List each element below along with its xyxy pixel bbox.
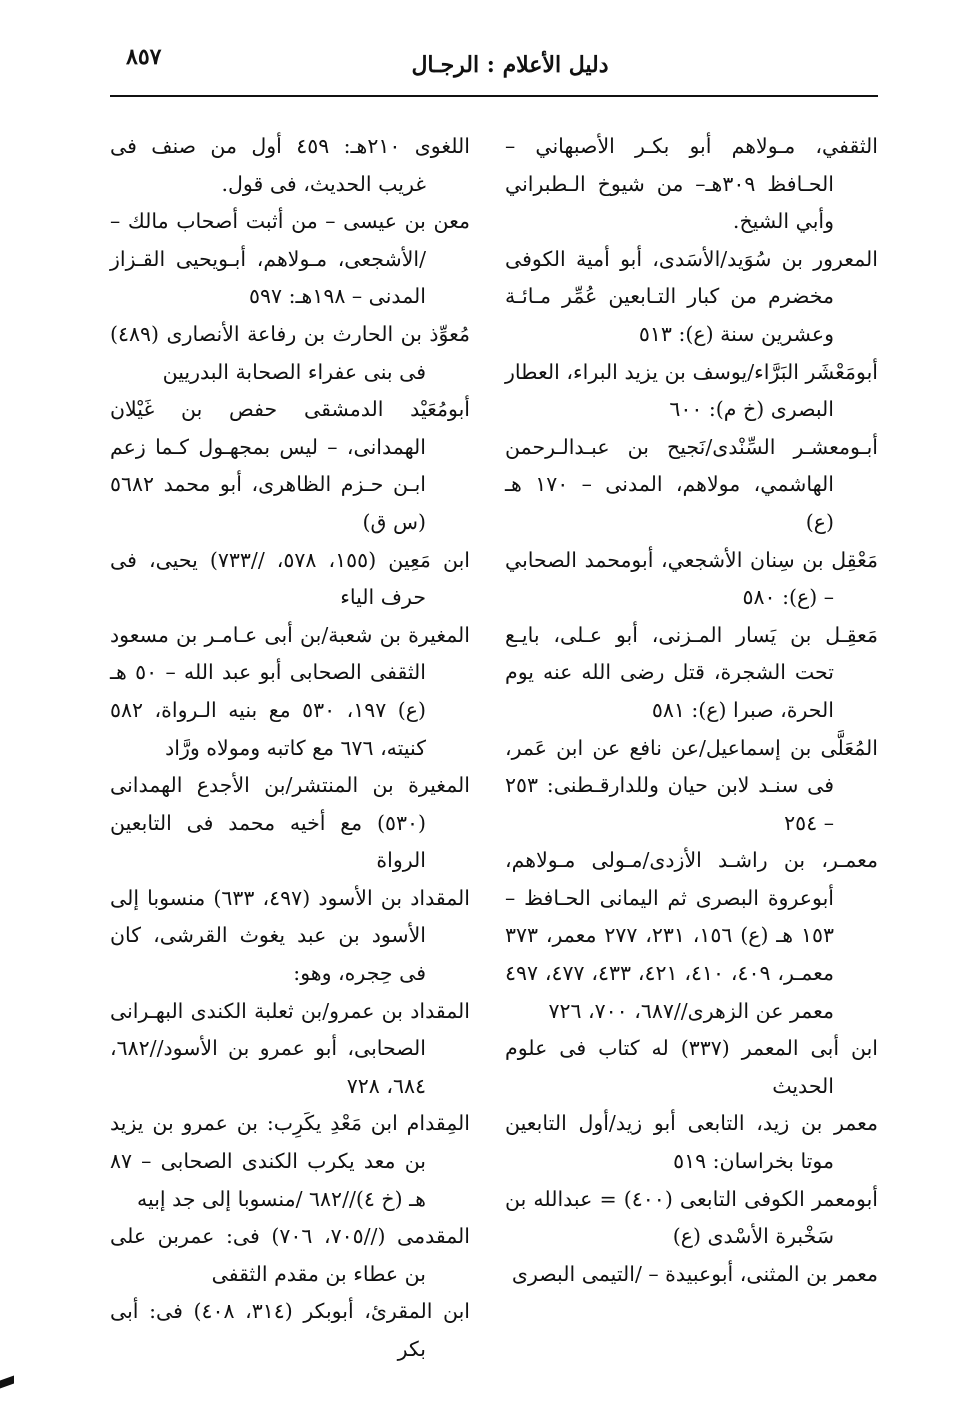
scan-edge-mark bbox=[0, 1375, 14, 1388]
index-entry: مُعوِّذ بن الحارث بن رفاعة الأنصارى (٤٨٩) فى بنى عفراء الصحابة البدريين bbox=[110, 321, 470, 384]
index-entry: المُعَلَّى بن إسماعيل/عن نافع عن ابن عَمر، فى سنـد لابن حيان وللدارقـطنى: ٢٥٣ – ٢٥٤ bbox=[505, 735, 878, 835]
index-entry: أبـومعشـر السِّنْدى/نَجيح بن عبـدالـرحمن الهاشمي، مولاهم، المدنى – ١٧٠ هـ (ع) bbox=[505, 434, 878, 534]
index-entry: مَعْقِل بن سِنان الأشجعي، أبومحمد الصحابي – (ع): ٥٨٠ bbox=[505, 547, 878, 610]
header-rule bbox=[110, 95, 878, 97]
page-number: ٨٥٧ bbox=[126, 44, 162, 70]
index-entry: المقداد بن عمرو/بن ثعلبة الكندى البهـرانى الصحابى، أبو عمرو بن الأسود//٦٨٢، ٦٨٤، ٧٢٨ bbox=[110, 998, 470, 1098]
index-entry: المغيرة بن المنتشر/بن الأجدع الهمدانى (٥٣٠) مع أخيه محمد فى التابعين الرواة bbox=[110, 773, 470, 873]
index-entry: أبومَعْشَر البَرَّاء/يوسف بن يزيد البراء، العطار البصرى (خ م): ٦٠٠ bbox=[505, 359, 878, 422]
index-entry: ابن المقرئ، أبوبكر (٣١٤، ٤٠٨) فى: أبى بكر bbox=[110, 1299, 470, 1361]
index-entry: المغيرة بن شعبة/بن أبى عـامـر بن مسعود الثقفى الصحابى أبو عبد الله – ٥٠ هـ (ع) ١٩٧، ٥٣٠ مع بنيه الـرواة، ٥٨٢ كنيته، ٦٧٦ مع كاتبه ومولاه ورَّاد bbox=[110, 622, 470, 760]
index-entry: الثقفي، مـولاهم أبو بكـر الأصبهاني – الحـافظ ٣٠٩هـ– من شيوخ الـطبراني وأبي الشيخ. bbox=[505, 134, 878, 234]
index-entry: أبومعمر الكوفى التابعى (٤٠٠) = عبدالله بن سَخْبرة الأسْدى (ع) bbox=[505, 1186, 878, 1249]
index-entry: أبومُعَيْد الدمشقى حفص بن غَيْلان الهمدانى، – ليس بمجهـول كـما زعم ابـن حـزم الظاهرى، أبو محمد ٥٦٨٢ (س ق) bbox=[110, 397, 470, 534]
index-entry: معن بن عيسى – من أثبت أصحاب مالك – /الأشجعى، مـولاهم، أبـويحيى القـزاز المدنى – ١٩٨هـ: ٥٩٧ bbox=[110, 209, 470, 309]
running-title: دليل الأعلام : الرجـال bbox=[411, 52, 609, 78]
right-column bbox=[505, 128, 878, 1293]
index-entry: معمـر، بن راشـد الأزدى/مـولى مـولاهم، أبوعروة البصرى ثم اليمانى الحـافظ – ١٥٣ هـ (ع) ١٥٦، ٢٣١، ٢٧٧ معمر، ٣٧٣ معمـر، ٤٠٩، ٤١٠، ٤٢١، ٤٣٣، ٤٧٧، ٤٩٧ معمر عن الزهرى//٦٨٧، ٧٠٠، ٧٢٦ bbox=[505, 848, 878, 1023]
index-entry: المِقدام ابن مَعْدِ يكَرِب: بن عمرو بن يزيد بن معد يكرب الكندى الصحابى – ٨٧ هـ (خ ٤)//٦٨٢ /منسوبا إلى جد إبيه bbox=[110, 1111, 470, 1211]
index-entry: المقدمى (//٧٠٥، ٧٠٦) فى: عمربن على بن عطاء بن مقدم الثقفى bbox=[110, 1224, 471, 1286]
index-entry: ابن أبى المعمر (٣٣٧) له كتاب فى علوم الحديث bbox=[505, 1036, 879, 1098]
index-entry: المعرور بن سُوَيد/الأسَدى، أبو أمية الكوفى مخضرم من كبار التـابعين عُمِّر مـائـة وعشرين سنة (ع): ٥١٣ bbox=[505, 246, 878, 346]
left-column bbox=[110, 128, 470, 1369]
index-entry: مَعقِـل بن يَسار المـزنى، أبو عـلى، بايـع تحت الشجرة، قتل رضى الله عنه يوم الحرة، صبرا (ع): ٥٨١ bbox=[505, 622, 878, 722]
index-entry: ابن مَعِين (١٥٥، ٥٧٨، //٧٣٣) يحيى، فى حرف الياء bbox=[110, 547, 470, 610]
index-entry: اللغوى ٢١٠هـ: ٤٥٩ أول من صنف فى غريب الحديث، فى قول. bbox=[110, 134, 470, 196]
index-entry: معمر بن المثنى، أبوعبيدة – /التيمى البصرى bbox=[511, 1261, 878, 1286]
index-entry: معمر بن زيد، التابعى أبو زيد/أول التابعين موتا بخراسان: ٥١٩ bbox=[505, 1111, 878, 1174]
index-entry: المقداد بن الأسود (٤٩٧، ٦٣٣) منسوبا إلى الأسود بن عبد يغوث القرشى، كان فى حِجره، وهو: bbox=[110, 885, 470, 986]
